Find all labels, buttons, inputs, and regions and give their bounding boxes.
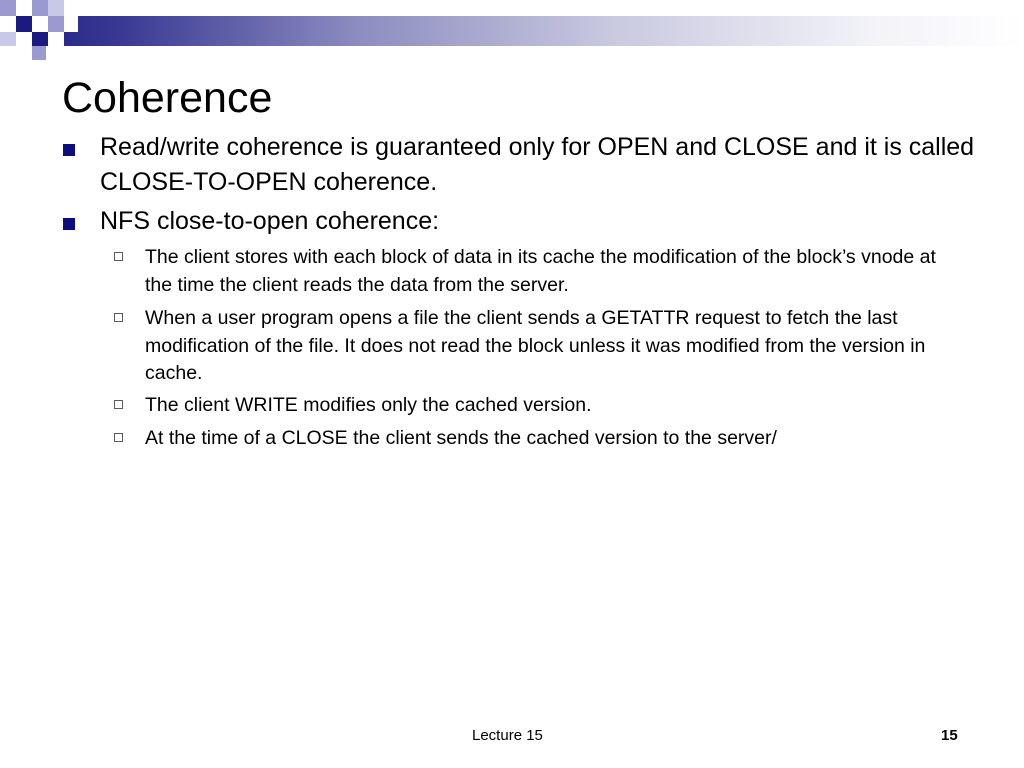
sub-bullet-text: The client stores with each block of data in its cache the modification of the block’s vnode at the time the client reads the data from the server. (145, 246, 936, 296)
decorative-square (32, 32, 48, 46)
sub-bullet-item (145, 392, 965, 420)
decorative-square (32, 16, 48, 32)
sub-bullet-item (145, 305, 965, 388)
decorative-square (0, 16, 16, 32)
decorative-square (16, 0, 32, 16)
bullet-text: Read/write coherence is guaranteed only for OPEN and CLOSE and it is called CLOSE-TO-OPEN coherence. (100, 133, 975, 196)
footer-lecture-label: Lecture 15 (472, 727, 543, 744)
sub-bullet-text: When a user program opens a file the client sends a GETATTR request to fetch the last modification of the file. It does not read the block unless it was modified from the version in cache. (145, 307, 926, 384)
hollow-square-bullet-icon (114, 433, 123, 442)
decorative-square (64, 16, 78, 32)
decorative-square (32, 0, 48, 16)
slide-title: Coherence (62, 74, 273, 122)
sub-bullet-item (145, 425, 965, 453)
header-banner (0, 16, 1024, 46)
bullet-item (100, 130, 980, 200)
decorative-square (16, 32, 32, 46)
sub-bullet-text: The client WRITE modifies only the cached version. (145, 394, 592, 416)
bullet-text: NFS close-to-open coherence: (100, 207, 440, 235)
sub-bullet-text: At the time of a CLOSE the client sends the cached version to the server/ (145, 427, 777, 449)
decorative-square (48, 0, 64, 16)
hollow-square-bullet-icon (114, 400, 123, 409)
hollow-square-bullet-icon (114, 252, 123, 261)
decorative-square (48, 16, 64, 32)
square-bullet-icon (63, 218, 75, 230)
decorative-square (32, 46, 46, 60)
sub-bullet-item (145, 244, 965, 299)
decorative-square (0, 0, 16, 16)
bullet-item (100, 204, 980, 239)
hollow-square-bullet-icon (114, 313, 123, 322)
decorative-square (48, 32, 64, 46)
page-number: 15 (941, 727, 958, 744)
decorative-square (0, 32, 16, 46)
decorative-square (16, 16, 32, 32)
decorative-square (64, 0, 78, 16)
square-bullet-icon (63, 144, 75, 156)
